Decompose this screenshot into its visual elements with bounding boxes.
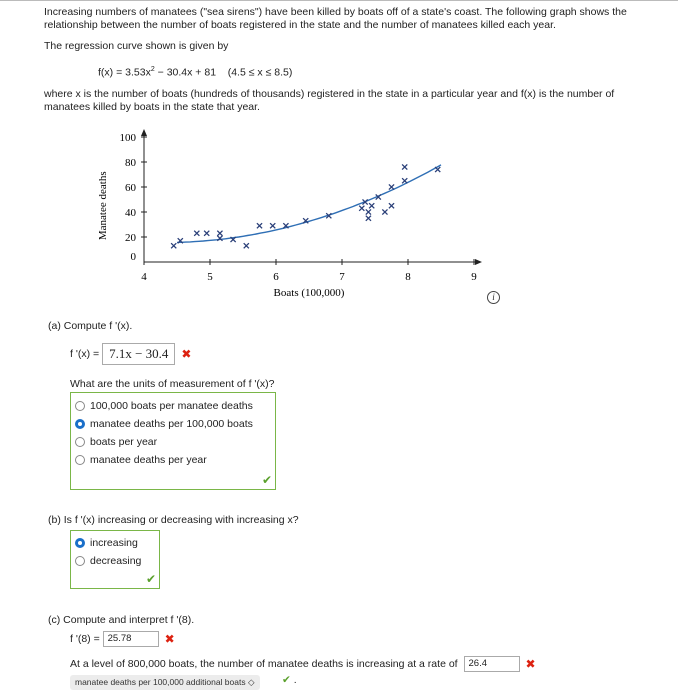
data-point [244, 243, 249, 248]
intro-text: Increasing numbers of manatees ("sea sirens") have been killed by boats off of a state's coast. The following graph shows the relationship between the number of boats registered in the state and the number of manatees killed each year. [44, 6, 627, 31]
data-point [402, 164, 407, 169]
radio-icon[interactable] [75, 455, 85, 465]
data-point [366, 216, 371, 221]
units-question: What are the units of measurement of f '(x)? [70, 378, 275, 390]
dropdown-caret-icon: ◇ [247, 677, 255, 687]
period: . [293, 674, 297, 686]
radio-selected-icon[interactable] [75, 419, 85, 429]
x-axis-arrow [475, 259, 482, 265]
units-option-1[interactable]: manatee deaths per 100,000 boats [75, 417, 253, 431]
data-point [204, 231, 209, 236]
part-c-question: (c) Compute and interpret f '(8). [48, 614, 195, 626]
part-b-question: (b) Is f '(x) increasing or decreasing with increasing x? [48, 514, 299, 526]
trend-option-increasing[interactable]: increasing [75, 536, 138, 550]
incorrect-icon: ✖ [181, 347, 192, 361]
rate-input[interactable]: 26.4 [464, 656, 520, 672]
y-tick-label: 40 [125, 207, 136, 219]
data-point [171, 243, 176, 248]
dropdown-status [282, 674, 297, 686]
y-tick-label: 0 [130, 251, 136, 263]
y-axis-arrow [141, 129, 147, 136]
radio-icon[interactable] [75, 556, 85, 566]
y-tick-label: 100 [119, 132, 136, 144]
units-option-3[interactable]: manatee deaths per year [75, 453, 207, 467]
data-point [369, 203, 374, 208]
data-point [257, 223, 262, 228]
units-options-panel [70, 392, 276, 490]
x-tick-label: 8 [405, 271, 411, 283]
part-c-answer-input[interactable]: 25.78 [103, 631, 159, 647]
x-tick-label: 6 [273, 271, 279, 283]
data-point [217, 231, 222, 236]
part-a-question: (a) Compute f '(x). [48, 320, 133, 332]
part-a-answer-input[interactable]: 7.1x − 30.4 [102, 343, 175, 365]
x-axis-label: Boats (100,000) [273, 287, 345, 299]
correct-check-icon: ✔ [282, 674, 291, 686]
top-divider [0, 0, 678, 1]
data-point [389, 203, 394, 208]
x-tick-label: 9 [471, 271, 477, 283]
data-point [435, 167, 440, 172]
y-tick-label: 60 [125, 182, 136, 194]
data-point [402, 178, 407, 183]
part-a-answer-row [70, 343, 191, 365]
radio-icon[interactable] [75, 437, 85, 447]
data-point [194, 231, 199, 236]
units-option-0[interactable]: 100,000 boats per manatee deaths [75, 399, 253, 413]
part-a-answer-label: f '(x) = [70, 347, 103, 360]
data-point [382, 209, 387, 214]
part-c-answer-row [70, 631, 175, 647]
data-point [270, 223, 275, 228]
regression-intro: The regression curve shown is given by [44, 40, 229, 52]
correct-check-icon: ✔ [261, 473, 272, 487]
radio-icon[interactable] [75, 401, 85, 411]
radio-selected-icon[interactable] [75, 538, 85, 548]
regression-curve [177, 165, 441, 243]
y-tick-label: 20 [125, 232, 136, 244]
regression-equation: $f(x) = 3.53x^2 - 30.4x + 81$ (4.5 ≤ x ≤ 8.5) [98, 66, 293, 79]
x-tick-label: 7 [339, 271, 345, 283]
data-point [389, 184, 394, 189]
y-tick-label: 80 [125, 157, 136, 169]
chart-svg [90, 122, 510, 302]
trend-option-decreasing[interactable]: decreasing [75, 554, 141, 568]
rate-text: At a level of 800,000 boats, the number of manatee deaths is increasing at a rate of [70, 657, 458, 670]
incorrect-icon: ✖ [525, 657, 536, 671]
data-point [359, 206, 364, 211]
scatter-chart [90, 122, 510, 305]
y-axis-label: Manatee deaths [97, 171, 109, 241]
info-icon[interactable]: i [487, 291, 500, 304]
trend-options-panel [70, 530, 160, 589]
x-tick-label: 4 [141, 271, 147, 283]
incorrect-icon: ✖ [164, 632, 175, 646]
correct-check-icon: ✔ [145, 572, 156, 586]
rate-sentence [70, 656, 536, 672]
units-dropdown[interactable]: manatee deaths per 100,000 additional boats ◇ [70, 675, 260, 690]
variable-definition: where x is the number of boats (hundreds of thousands) registered in the state in a particular year and f(x) is the number of manatees killed by boats in the state that year. [44, 88, 615, 113]
units-option-2[interactable]: boats per year [75, 435, 157, 449]
data-point [366, 209, 371, 214]
part-c-answer-label: f '(8) = [70, 632, 103, 645]
x-tick-label: 5 [207, 271, 213, 283]
